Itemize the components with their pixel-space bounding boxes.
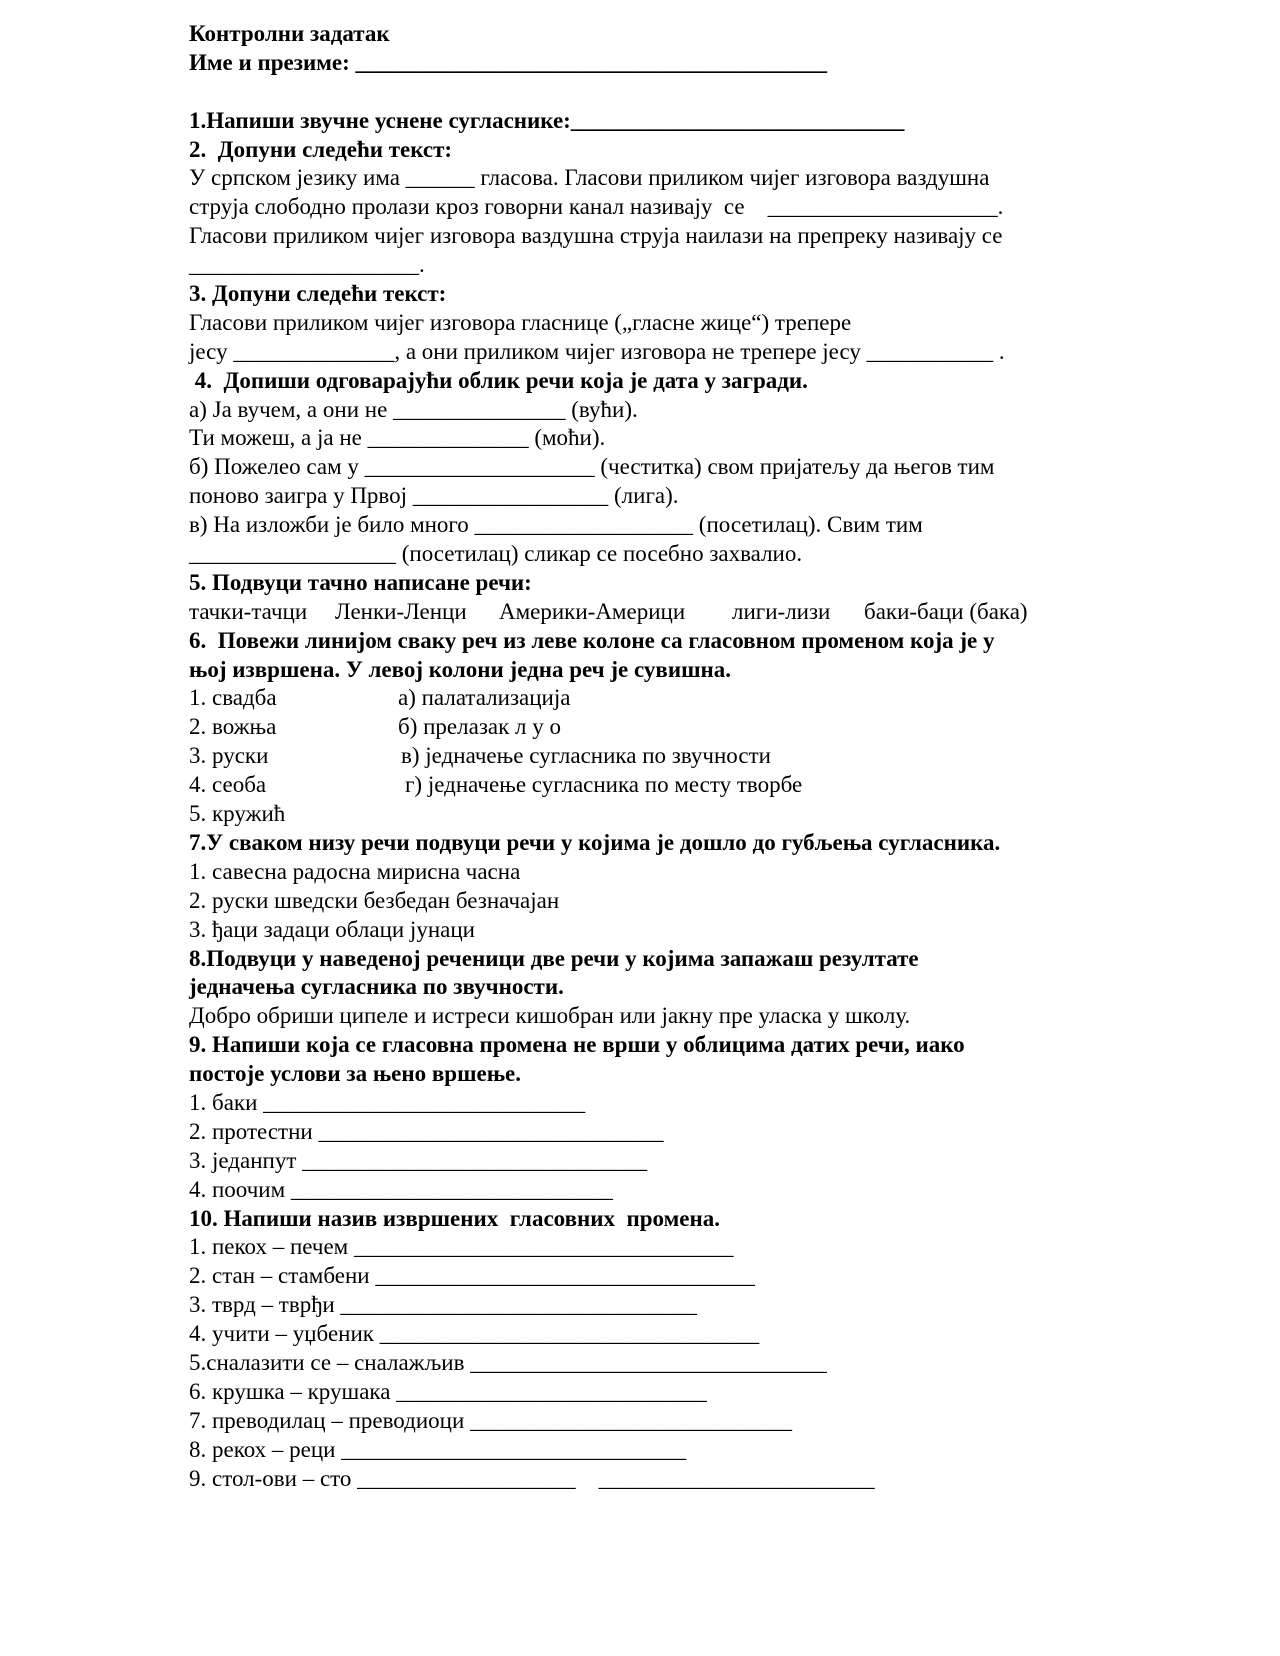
q5-word: лиги-лизи — [732, 598, 831, 624]
q6-left-word: 2. вожња — [189, 714, 277, 740]
q5-word: тачки-тачци — [189, 598, 308, 624]
q2-line: Гласови приликом чијег изговора ваздушна струја наилази на препреку називају се — [189, 223, 1003, 249]
q10-line: 8. рекох – реци ______________________________ — [189, 1436, 687, 1462]
q6-right-option: г) једначење сугласника по месту творбе — [405, 772, 803, 798]
q6-row — [189, 684, 1189, 713]
q2-heading: 2. Допуни следећи текст: — [189, 136, 453, 162]
q3-line: јесу ______________, а они приликом чијег изговора не трепере јесу ___________ . — [189, 338, 1005, 364]
q9-heading: 9. Напиши која се гласовна промена не врши у облицима датих речи, иако — [189, 1032, 965, 1058]
q6-right-option: а) палатализација — [398, 685, 571, 711]
name-field-line: Име и презиме: _________________________________________ — [189, 49, 828, 75]
q10-line: 9. стол-ови – сто ___________________ ________________________ — [189, 1465, 875, 1491]
q4-line: поново заигра у Првој _________________ (лига). — [189, 483, 679, 509]
blank-line — [189, 78, 1189, 107]
q9-line: 1. баки ____________________________ — [189, 1089, 586, 1115]
q6-heading: 6. Повежи линијом сваку реч из леве колоне са гласовном променом која је у — [189, 627, 995, 653]
q7-heading: 7.У сваком низу речи подвуци речи у којима је дошло до губљења сугласника. — [189, 829, 1001, 855]
q5-word: Ленки-Ленци — [335, 598, 467, 624]
q4-line: а) Ја вучем, а они не _______________ (вући). — [189, 396, 638, 422]
q6-left-word: 5. кружић — [189, 801, 286, 827]
q10-heading: 10. Напиши назив извршених гласовних промена. — [189, 1205, 720, 1231]
q4-line: __________________ (посетилац) сликар се посебно захвалио. — [189, 541, 803, 567]
q3-line: Гласови приликом чијег изговора гласнице („гласне жице“) трепере — [189, 309, 852, 335]
q7-line: 1. савесна радосна мирисна часна — [189, 858, 521, 884]
q10-line: 1. пекох – печем _________________________________ — [189, 1234, 734, 1260]
q4-line: в) На изложби је било много ___________________ (посетилац). Свим тим — [189, 512, 923, 538]
q9-heading: постоје услови за њено вршење. — [189, 1061, 521, 1087]
q5-heading: 5. Подвуци тачно написане речи: — [189, 569, 532, 595]
q6-row — [189, 771, 1189, 800]
q3-heading: 3. Допуни следећи текст: — [189, 281, 447, 307]
q10-line: 4. учити – уџбеник _________________________________ — [189, 1321, 760, 1347]
q6-left-word: 4. сеоба — [189, 772, 267, 798]
q6-right-option: б) прелазак л у о — [398, 714, 562, 740]
q4-line: Ти можеш, а ја не ______________ (моћи). — [189, 425, 606, 451]
q2-line: струја слободно пролази кроз говорни канал називају се ____________________. — [189, 194, 1004, 220]
q6-row — [189, 742, 1189, 771]
q10-line: 7. преводилац – преводиоци ____________________________ — [189, 1407, 792, 1433]
q7-line: 3. ђаци задаци облаци јунаци — [189, 916, 475, 942]
q6-left-word: 1. свадба — [189, 685, 277, 711]
q9-line: 4. поочим ____________________________ — [189, 1176, 613, 1202]
q6-right-option: в) једначење сугласника по звучности — [401, 743, 771, 769]
q8-heading: 8.Подвуци у наведеној реченици две речи у којима запажаш резултате — [189, 945, 919, 971]
q4-heading: 4. Допиши одговарајући облик речи која је дата у загради. — [189, 367, 808, 393]
q6-heading: њој извршена. У левој колони једна реч је сувишна. — [189, 656, 732, 682]
q2-line: У српском језику има ______ гласова. Гласови приликом чијег изговора ваздушна — [189, 165, 990, 191]
q7-line: 2. руски шведски безбедан безначајан — [189, 887, 560, 913]
q8-heading: једначења сугласника по звучности. — [189, 974, 564, 1000]
q4-line: б) Пожелео сам у ____________________ (честитка) свом пријатељу да његов тим — [189, 454, 995, 480]
q5-word-row — [189, 598, 1189, 627]
q6-left-word: 3. руски — [189, 743, 269, 769]
q5-word: баки-баци (бака) — [864, 598, 1028, 624]
q9-line: 2. протестни ______________________________ — [189, 1118, 664, 1144]
q9-line: 3. једанпут ______________________________ — [189, 1147, 648, 1173]
q5-word: Америки-Америци — [499, 598, 686, 624]
q8-sentence: Добро обриши ципеле и истреси кишобран или јакну пре уласка у школу. — [189, 1003, 911, 1029]
worksheet-body — [189, 20, 1189, 1493]
q10-line: 2. стан – стамбени _________________________________ — [189, 1263, 755, 1289]
q10-line: 5.сналазити се – сналажљив _______________________________ — [189, 1349, 827, 1375]
q6-row — [189, 713, 1189, 742]
q1-heading: 1.Напиши звучне уснене сугласнике:_____________________________ — [189, 107, 905, 133]
worksheet-title: Контролни задатак — [189, 21, 390, 46]
q2-line: ____________________. — [189, 252, 425, 278]
q6-row — [189, 800, 1189, 829]
q10-line: 3. тврд – тврђи _______________________________ — [189, 1292, 697, 1318]
q10-line: 6. крушка – крушака ___________________________ — [189, 1378, 707, 1404]
